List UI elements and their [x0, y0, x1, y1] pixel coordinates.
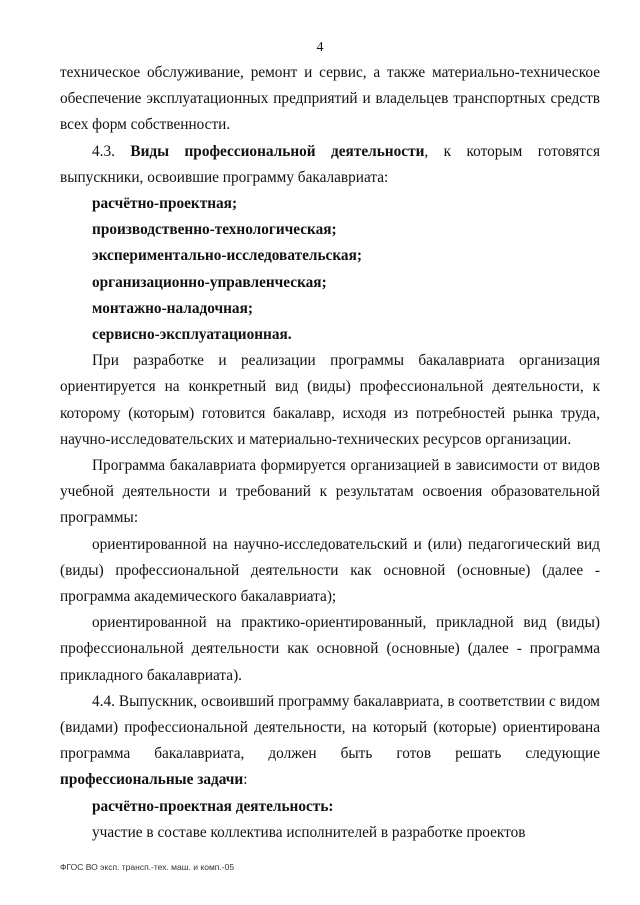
- section-4-4-tail: :: [243, 771, 248, 789]
- activity-type-item: экспериментально-исследовательская;: [92, 247, 362, 265]
- section-heading-bold: Виды профессиональной деятельности: [130, 142, 425, 160]
- section-4-3-paragraph: [60, 139, 600, 191]
- continuation-paragraph: техническое обслуживание, ремонт и сервис, а также материально-техническое обеспечение эксплуатационных предприятий и владельцев транспортных средств всех форм собственности.: [60, 64, 600, 134]
- section-number: 4.3.: [92, 142, 131, 160]
- development-paragraph: При разработке и реализации программы бакалавриата организация ориентируется на конкретный вид (виды) профессиональной деятельности, к которому (которым) готовится бакалавр, исходя из потребностей рынка труда, научно-исследовательских и материально-технических ресурсов организации.: [60, 352, 600, 448]
- page-number: 4: [316, 40, 324, 55]
- document-body: [60, 60, 600, 846]
- activity-type-item: монтажно-наладочная;: [92, 299, 253, 317]
- section-text: , к которым готовятся выпускники, освоившие программу бакалавриата:: [60, 142, 600, 186]
- section-4-4-paragraph: [60, 689, 600, 794]
- last-line: участие в составе коллектива исполнителей в разработке проектов: [92, 823, 526, 841]
- section-4-4-text: 4.4. Выпускник, освоивший программу бакалавриата, в соответствии с видом (видами) профессиональной деятельности, на который (которые) ориентирована программа бакалавриата, должен быть готов решать следующие: [60, 692, 600, 763]
- activity-subheading: расчётно-проектная деятельность:: [92, 797, 334, 815]
- professional-tasks-bold: профессиональные задачи: [60, 771, 244, 789]
- activity-type-item: расчётно-проектная;: [92, 195, 238, 213]
- applied-bachelor-paragraph: ориентированной на практико-ориентированный, прикладной вид (виды) профессиональной деятельности как основной (основные) (далее - программа прикладного бакалавриата).: [60, 614, 600, 684]
- academic-bachelor-paragraph: ориентированной на научно-исследовательский и (или) педагогический вид (виды) профессиональной деятельности как основной (основные) (далее - программа академического бакалавриата);: [60, 535, 600, 606]
- footer-code: ФГОС ВО эксп. трансп.-тех. маш. и комп.-05: [60, 862, 235, 872]
- activity-type-item: организационно-управленческая;: [92, 273, 327, 291]
- formation-paragraph: Программа бакалавриата формируется организацией в зависимости от видов учебной деятельности и требований к результатам освоения образовательной программы:: [60, 457, 600, 527]
- activity-type-item: сервисно-эксплуатационная.: [92, 326, 292, 344]
- activity-type-item: производственно-технологическая;: [92, 221, 337, 239]
